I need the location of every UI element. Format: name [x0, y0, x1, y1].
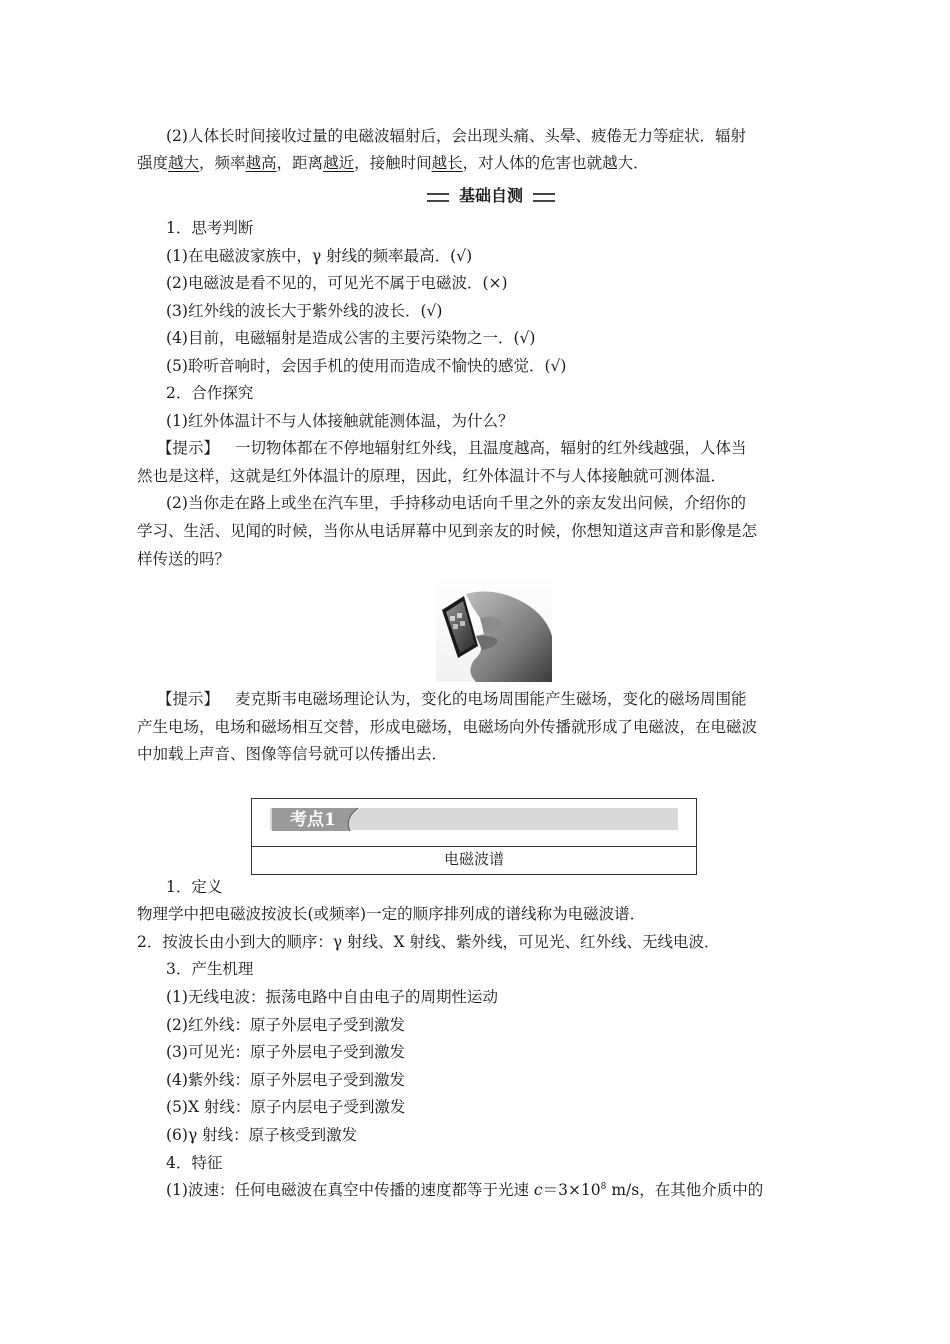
kaodian-subtitle: 电磁波谱: [443, 850, 504, 868]
hint-2-line-3: 中加载上声音、图像等信号就可以传播出去．: [137, 745, 448, 763]
mechanism-5: (5)X 射线：原子内层电子受到激发: [166, 1098, 406, 1116]
text-run: ，距离: [276, 154, 324, 172]
hint-2-line-1: [157, 689, 747, 709]
judgment-5: (5)聆听音响时，会因手机的使用而造成不愉快的感觉．(√): [166, 357, 567, 375]
text-run: ，接触时间: [354, 154, 432, 172]
underlined-text: 越长: [431, 154, 463, 172]
text-run: m/s，在其他介质中的: [606, 1181, 764, 1199]
hint-2-line-2: 产生电场，电场和磁场相互交替，形成电磁场，电磁场向外传播就形成了电磁波，在电磁波: [137, 718, 758, 736]
text-run: ，频率: [199, 154, 246, 172]
mechanism-4: (4)紫外线：原子外层电子受到激发: [166, 1071, 405, 1089]
text-run: ，对人体的危害也就越大．: [462, 154, 649, 172]
feature-title: 4．特征: [166, 1154, 223, 1172]
speed-of-light-symbol: c: [533, 1181, 543, 1199]
underlined-text: 越高: [245, 154, 277, 172]
judgment-3: (3)红外线的波长大于紫外线的波长．(√): [166, 302, 443, 320]
hint-1-line-1: [157, 438, 747, 458]
order-text: 2．按波长由小到大的顺序：γ 射线、X 射线、紫外线，可见光、红外线、无线电波．: [137, 933, 720, 951]
q2-2-line-3: 样传送的吗？: [137, 550, 231, 568]
definition-text: 物理学中把电磁波按波长(或频率)一定的顺序排列成的谱线称为电磁波谱．: [137, 905, 646, 923]
intro-line-2: [137, 153, 649, 173]
text-run: (1)波速：任何电磁波在真空中传播的速度都等于光速: [166, 1181, 534, 1199]
section-banner: [427, 184, 555, 208]
exponent: 8: [600, 1181, 607, 1192]
q1-title: 1．思考判断: [166, 219, 254, 237]
hint-text: 一切物体都在不停地辐射红外线，且温度越高，辐射的红外线越强，人体当: [235, 439, 747, 457]
judgment-4: (4)目前，电磁辐射是造成公害的主要污染物之一．(√): [166, 329, 536, 347]
mechanism-title: 3．产生机理: [166, 960, 254, 978]
hint-label: 【提示】: [157, 439, 220, 457]
kaodian-box: [251, 798, 697, 875]
q2-title: 2．合作探究: [166, 384, 254, 402]
judgment-1: (1)在电磁波家族中，γ 射线的频率最高．(√): [166, 247, 473, 265]
q2-2-line-1: (2)当你走在路上或坐在汽车里，手持移动电话向千里之外的亲友发出问候，介绍你的: [166, 494, 746, 512]
hint-1-line-2: 然也是这样，这就是红外体温计的原理，因此，红外体温计不与人体接触就可测体温．: [137, 467, 727, 485]
mechanism-1: (1)无线电波：振荡电路中自由电子的周期性运动: [166, 988, 498, 1006]
kaodian-divider: [252, 846, 696, 847]
hint-label: 【提示】: [157, 690, 220, 708]
q2-2-line-2: 学习、生活、见闻的时候，当你从电话屏幕中见到亲友的时候，你想知道这声音和影像是怎: [137, 522, 758, 540]
underlined-text: 越大: [168, 154, 200, 172]
mechanism-6: (6)γ 射线：原子核受到激发: [166, 1126, 358, 1144]
mechanism-2: (2)红外线：原子外层电子受到激发: [166, 1016, 405, 1034]
text-run: ＝3×10: [542, 1181, 601, 1199]
banner-rule-left: [427, 193, 449, 202]
feature-1-line: [166, 1180, 763, 1200]
definition-title: 1．定义: [166, 878, 223, 896]
banner-title: 基础自测: [458, 186, 523, 205]
intro-line-1: (2)人体长时间接收过量的电磁波辐射后，会出现头痛、头晕、疲倦无力等症状．辐射: [166, 127, 746, 145]
kaodian-label: 考点1: [290, 810, 336, 830]
underlined-text: 越近: [323, 154, 355, 172]
q2-1-question: (1)红外体温计不与人体接触就能测体温，为什么？: [166, 412, 514, 430]
kaodian-tab: [270, 803, 380, 835]
banner-rule-right: [533, 193, 555, 202]
judgment-2: (2)电磁波是看不见的，可见光不属于电磁波．(×): [166, 274, 508, 292]
hint-text: 麦克斯韦电磁场理论认为，变化的电场周围能产生磁场，变化的磁场周围能: [235, 690, 747, 708]
mechanism-3: (3)可见光：原子外层电子受到激发: [166, 1043, 405, 1061]
text-run: 强度: [137, 154, 169, 172]
phone-in-hand-image: [436, 576, 552, 682]
